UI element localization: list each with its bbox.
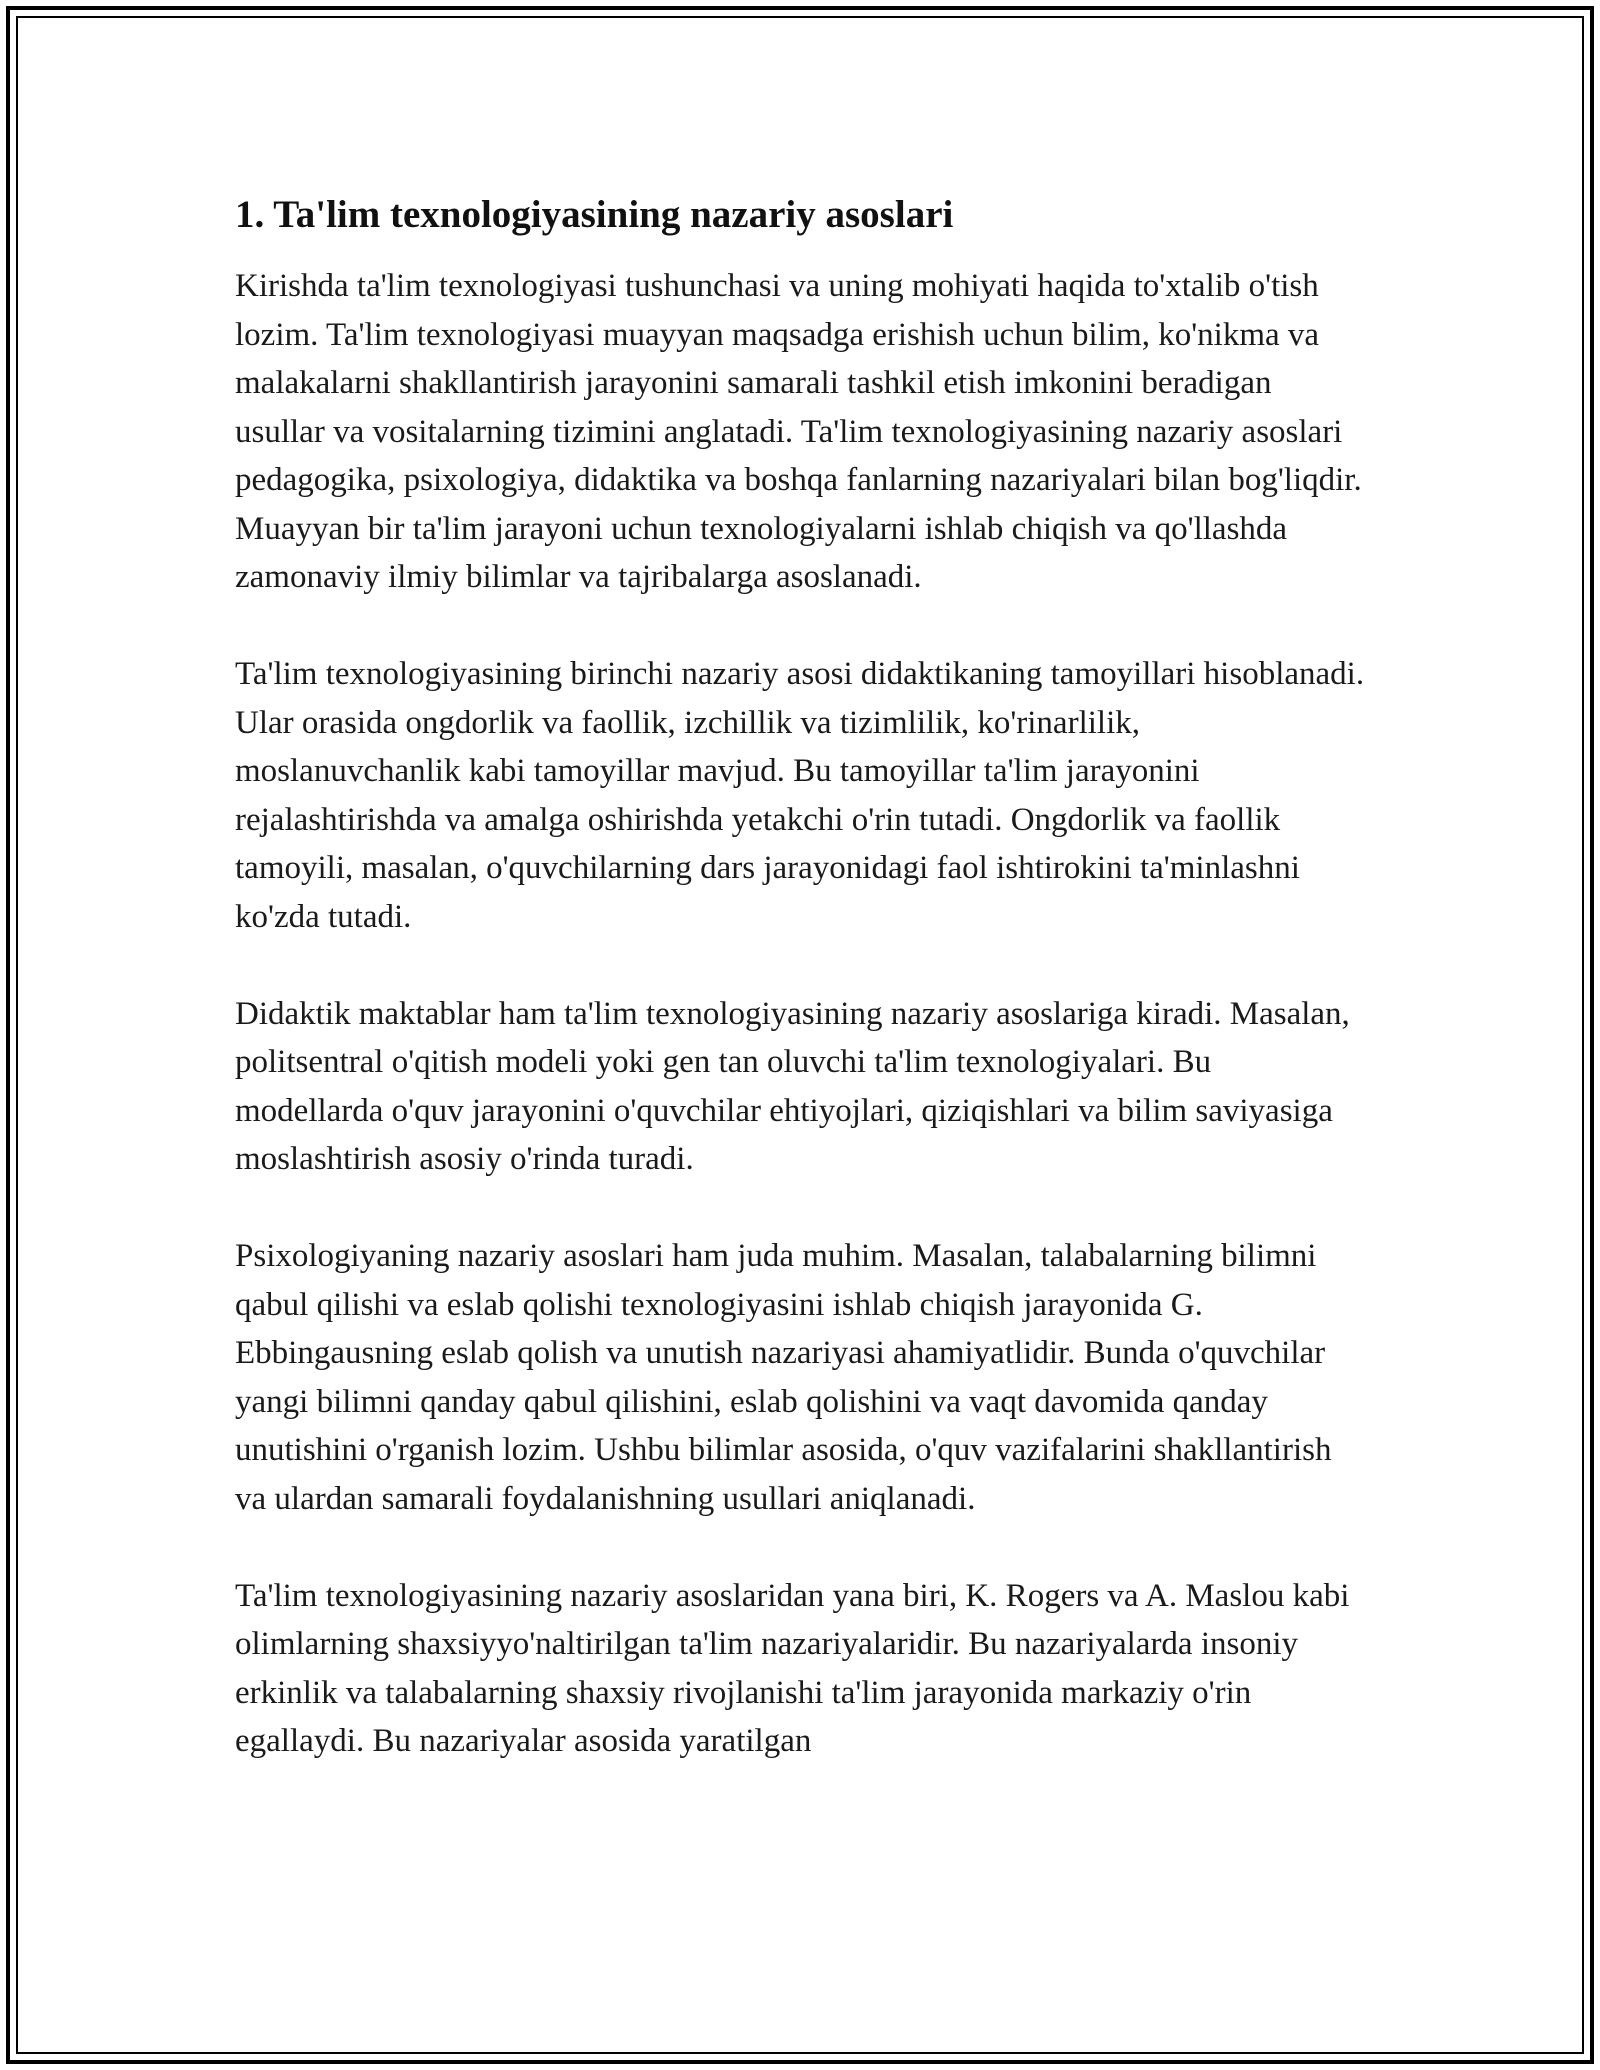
paragraph-3: Didaktik maktablar ham ta'lim texnologiyasining nazariy asoslariga kiradi. Masalan, politsentral o'qitish modeli yoki gen tan oluvchi ta'lim texnologiyalari. Bu modellarda o'quv jarayonini o'quvchilar ehtiyojlari, qiziqishlari va bilim saviyasiga moslashtirish asosiy o'rinda turadi. — [235, 995, 1350, 1177]
page-title: 1. Ta'lim texnologiyasining nazariy asoslari — [235, 193, 954, 236]
paragraph-2: Ta'lim texnologiyasining birinchi nazariy asosi didaktikaning tamoyillari hisoblanadi. Ular orasida ongdorlik va faollik, izchillik va tizimlilik, ko'rinarlilik, moslanuvchanlik kabi tamoyillar mavjud. Bu tamoyillar ta'lim jarayonini rejalashtirishda va amalga oshirishda yetakchi o'rin tutadi. Ongdorlik va faollik tamoyili, masalan, o'quvchilarning dars jarayonidagi faol ishtirokini ta'minlashni ko'zda tutadi. — [235, 656, 1365, 935]
paragraph-1: Kirishda ta'lim texnologiyasi tushunchasi va uning mohiyati haqida to'xtalib o'tish lozim. Ta'lim texnologiyasi muayyan maqsadga erishish uchun bilim, ko'nikma va malakalarni shakllantirish jarayonini samarali tashkil etish imkonini beradigan usullar va vositalarning tizimini anglatadi. Ta'lim texnologiyasining nazariy asoslari pedagogika, psixologiya, didaktika va boshqa fanlarning nazariyalari bilan bog'liqdir. Muayyan bir ta'lim jarayoni uchun texnologiyalarni ishlab chiqish va qo'llashda zamonaviy ilmiy bilimlar va tajribalarga asoslanadi. — [235, 268, 1362, 595]
paragraph-5: Ta'lim texnologiyasining nazariy asoslaridan yana biri, K. Rogers va A. Maslou kabi olimlarning shaxsiyyo'naltirilgan ta'lim nazariyalaridir. Bu nazariyalarda insoniy erkinlik va talabalarning shaxsiy rivojlanishi ta'lim jarayonida markaziy o'rin egallaydi. Bu nazariyalar asosida yaratilgan — [235, 1577, 1350, 1759]
paragraph-4: Psixologiyaning nazariy asoslari ham juda muhim. Masalan, talabalarning bilimni qabul qilishi va eslab qolishi texnologiyasini ishlab chiqish jarayonida G. Ebbingausning eslab qolish va unutish nazariyasi ahamiyatlidir. Bunda o'quvchilar yangi bilimni qanday qabul qilishini, eslab qolishini va vaqt davomida qanday unutishini o'rganish lozim. Ushbu bilimlar asosida, o'quv vazifalarini shakllantirish va ulardan samarali foydalanishning usullari aniqlanadi. — [235, 1238, 1332, 1517]
document-body — [235, 190, 1365, 1814]
